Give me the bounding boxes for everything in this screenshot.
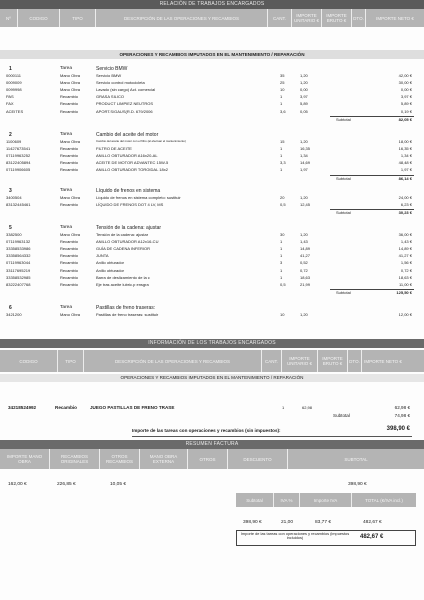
line-qty: 3 bbox=[280, 260, 283, 266]
line-code: 07119906605 bbox=[6, 167, 31, 173]
line-code: 83132445461 bbox=[6, 202, 31, 208]
line-qty: 10 bbox=[280, 312, 285, 317]
col2-qty: CANT. bbox=[262, 350, 282, 372]
line-code: 33117695219 bbox=[6, 267, 31, 273]
task-name: Servicio BMW bbox=[96, 65, 128, 72]
line-desc: Líquido de frenos en sistema completo: sustituir bbox=[96, 195, 181, 200]
task-type: Tarea bbox=[60, 225, 72, 230]
line-code: 0000111 bbox=[6, 73, 21, 78]
line-qty: 35 bbox=[280, 73, 285, 78]
line-desc: ANILLO OBTURADOR TOROIDAL 18x2 bbox=[96, 167, 168, 173]
line-type: Mano Obra bbox=[60, 73, 81, 78]
line-net: 16,35 € bbox=[398, 146, 412, 152]
line-net: 3,97 € bbox=[400, 94, 412, 100]
line-net: 0,72 € bbox=[400, 267, 412, 273]
line-qty: 15 bbox=[280, 139, 285, 144]
line-code: 0099998 bbox=[6, 87, 22, 93]
line-unit: 21,99 bbox=[300, 281, 311, 287]
line-type: Mano Obra bbox=[60, 80, 81, 86]
main-title: RELACIÓN DE TRABAJOS ENCARGADOS bbox=[0, 0, 424, 9]
line-type: Recambio bbox=[60, 94, 79, 100]
line-desc: Anillo obturador bbox=[96, 260, 125, 266]
line-code: 33358533986 bbox=[6, 246, 31, 252]
line-unit: 1,97 bbox=[300, 167, 308, 173]
line-desc: JUNTA bbox=[96, 253, 109, 259]
line-qty: 1 bbox=[280, 246, 283, 252]
line-net: 11,00 € bbox=[398, 281, 412, 287]
col2-desc: DESCRIPCIÓN DE LAS OPERACIONES Y RECAMBIOS bbox=[84, 350, 262, 372]
line-code: PAS bbox=[6, 94, 14, 100]
sum-val-0: 162,00 € bbox=[8, 482, 27, 487]
task-number: 6 bbox=[9, 305, 12, 311]
line-type: Mano Obra bbox=[60, 195, 81, 200]
line-qty: 30 bbox=[280, 232, 285, 237]
line-net: 1,56 € bbox=[400, 260, 412, 266]
line-unit: 5,89 bbox=[300, 101, 308, 107]
line-qty: 0,5 bbox=[280, 281, 286, 287]
line-unit: 1,20 bbox=[300, 80, 308, 86]
line-qty: 25 bbox=[280, 80, 285, 86]
subtotal-value: 82,05 € bbox=[398, 116, 412, 122]
col-gross: IMPORTE BRUTO € bbox=[322, 9, 352, 27]
tax-val-2: 83,77 € bbox=[315, 520, 332, 525]
line-type: Mano Obra bbox=[60, 312, 81, 317]
line-desc: Pastillas de freno traseras: sustituir bbox=[96, 312, 159, 317]
final-label: Importe de las tareas con operaciones y recambios (impuestos incluidos) bbox=[240, 531, 350, 541]
line-net: 36,00 € bbox=[398, 232, 412, 237]
line-unit: 1,20 bbox=[300, 312, 308, 317]
sum-col-5: DESCUENTO bbox=[228, 449, 288, 469]
col2-unit: IMPORTE UNITARIO € bbox=[282, 350, 318, 372]
subtotal-label: Subtotal bbox=[336, 289, 351, 295]
second-code: 34218524992 bbox=[8, 405, 37, 410]
line-code: 07119963044 bbox=[6, 260, 31, 266]
line-desc: PRODUCT LIMPIEZ NEUTROS bbox=[96, 101, 154, 107]
line-type: Recambio bbox=[60, 274, 79, 280]
summary-header bbox=[0, 449, 424, 469]
line-type: Recambio bbox=[60, 101, 79, 107]
line-net: 0,00 € bbox=[400, 87, 412, 93]
line-desc: Lavado (sin cargo) Act. comercial bbox=[96, 87, 156, 93]
line-unit: 1,20 bbox=[300, 139, 308, 144]
import-total-rule bbox=[132, 436, 412, 437]
line-qty: 3,3 bbox=[280, 160, 286, 166]
import-total-value: 398,90 € bbox=[386, 426, 410, 432]
line-qty: 1 bbox=[280, 94, 283, 100]
task-name: Pastillas de freno traseras: bbox=[96, 304, 156, 311]
task-type: Tarea bbox=[60, 132, 72, 137]
sum-val-1: 226,85 € bbox=[57, 482, 76, 487]
col-net: IMPORTE NETO € bbox=[376, 15, 414, 21]
line-type: Recambio bbox=[60, 153, 79, 159]
line-unit: 1,20 bbox=[300, 232, 308, 237]
line-qty: 10 bbox=[280, 87, 285, 93]
line-code: 07119963252 bbox=[6, 153, 31, 159]
task-number: 3 bbox=[9, 188, 12, 194]
second-subtotal-label: Subtotal bbox=[333, 413, 350, 418]
line-code: 3400504 bbox=[6, 195, 22, 200]
line-unit: 18,63 bbox=[300, 274, 311, 280]
line-code: 11427673541 bbox=[6, 146, 31, 152]
line-code: 0009009 bbox=[6, 80, 22, 86]
line-type: Recambio bbox=[60, 108, 79, 114]
line-code: 83122405894 bbox=[6, 160, 31, 166]
line-net: 14,89 € bbox=[398, 246, 412, 252]
line-desc: ANILLO OBTURADOR A16x20-AL bbox=[96, 153, 158, 159]
task-type: Tarea bbox=[60, 66, 72, 71]
tax-val-3: 482,67 € bbox=[363, 520, 382, 525]
line-type: Mano Obra bbox=[60, 87, 81, 93]
line-net: 18,00 € bbox=[398, 139, 412, 144]
task-type: Tarea bbox=[60, 305, 72, 310]
col2-gross: IMPORTE BRUTO € bbox=[318, 350, 348, 372]
line-unit: 1,20 bbox=[300, 73, 308, 78]
line-type: Recambio bbox=[60, 246, 79, 252]
line-desc: Anillo obturador bbox=[96, 267, 125, 273]
subtotal-value: 30,23 € bbox=[398, 210, 412, 216]
second-section-title: OPERACIONES Y RECAMBIOS IMPUTADOS EN EL MANTENIMIENTO / REPARACIÓN bbox=[0, 374, 424, 382]
line-net: 1,34 € bbox=[400, 153, 412, 159]
sum-col-1: RECAMBIOS ORIGINALES bbox=[50, 449, 100, 469]
line-qty: 1 bbox=[280, 153, 283, 159]
second-desc: JUEGO PASTILLAS DE FRENO TRASE bbox=[90, 405, 175, 410]
line-type: Recambio bbox=[60, 260, 79, 266]
tax-header bbox=[236, 493, 416, 507]
line-net: 1,97 € bbox=[400, 167, 412, 173]
line-unit: 16,35 bbox=[300, 146, 311, 152]
line-code: 1100609 bbox=[6, 139, 22, 144]
col-type: TIPO bbox=[60, 9, 96, 27]
second-type: Recambio bbox=[55, 405, 77, 410]
line-desc: LÍQUIDO DE FRENOS DOT 4 LV, MS bbox=[96, 202, 164, 208]
second-header bbox=[0, 350, 424, 372]
line-net: 48,48 € bbox=[398, 160, 412, 166]
line-type: Recambio bbox=[60, 239, 79, 245]
line-type: Mano Obra bbox=[60, 232, 81, 237]
tax-col-0: Subtotal bbox=[236, 493, 274, 507]
line-unit: 1,34 bbox=[300, 153, 308, 159]
col-qty: CANT. bbox=[268, 9, 292, 27]
line-desc: Servicio BMW bbox=[96, 73, 122, 78]
line-desc: Barra de deslizamiento de la c bbox=[96, 274, 150, 280]
line-desc: ACEITE DE MOTOR ADVANTEC 15W-5 bbox=[96, 160, 169, 166]
section-title: OPERACIONES Y RECAMBIOS IMPUTADOS EN EL MANTENIMIENTO / REPARACIÓN bbox=[0, 50, 424, 59]
col2-code: CODIGO bbox=[0, 350, 58, 372]
sum-col-3: MANO OBRA EXTERNA bbox=[140, 449, 188, 469]
line-desc: FILTRO DE ACEITE bbox=[96, 146, 132, 152]
line-type: Recambio bbox=[60, 281, 79, 287]
line-net: 41,27 € bbox=[398, 253, 412, 259]
line-net: 30,00 € bbox=[398, 80, 412, 86]
line-net: 42,00 € bbox=[398, 73, 412, 78]
line-code: 3382500 bbox=[6, 232, 22, 237]
line-type: Recambio bbox=[60, 146, 79, 152]
line-code: 3421200 bbox=[6, 312, 22, 317]
line-unit: 14,89 bbox=[300, 246, 311, 252]
line-desc: Cambio del aceite del motor con el filtro (al efectuar el mantenimiento) bbox=[96, 139, 186, 143]
line-qty: 1 bbox=[280, 274, 283, 280]
final-value: 482,67 € bbox=[360, 534, 384, 540]
sum-col-0: IMPORTE MANO OBRA bbox=[0, 449, 50, 469]
line-desc: GRASA SILICO bbox=[96, 94, 125, 100]
second-subtotal: 74,98 € bbox=[394, 413, 410, 418]
import-total-label: Importe de las tareas con operaciones y recambios (sin impuestos): bbox=[132, 428, 281, 433]
task-type: Tarea bbox=[60, 188, 72, 193]
tax-col-1: IVA % bbox=[274, 493, 300, 507]
sum-val-2: 10,05 € bbox=[110, 482, 127, 487]
line-net: 1,43 € bbox=[400, 239, 412, 245]
line-qty: 1 bbox=[280, 267, 283, 273]
task-number: 1 bbox=[9, 66, 12, 72]
summary-title: RESUMEN FACTURA bbox=[0, 440, 424, 449]
tax-col-2: Importe IVA bbox=[300, 493, 352, 507]
task-name: Tensión de la cadena: ajustar bbox=[96, 224, 162, 231]
line-desc: ANILLO OBTURADOR A12x16-CU bbox=[96, 239, 159, 245]
col-dto: DTO. bbox=[352, 9, 366, 27]
line-desc: Eje tras aceite lubric.p ensgra bbox=[96, 281, 149, 287]
line-code: 83222407768 bbox=[6, 281, 31, 287]
line-unit: 41,27 bbox=[300, 253, 311, 259]
line-net: 12,00 € bbox=[398, 312, 412, 317]
line-desc: Servicio control motocicleta bbox=[96, 80, 145, 86]
sum-col-2: OTROS RECAMBIOS bbox=[100, 449, 140, 469]
subtotal-label: Subtotal bbox=[336, 210, 351, 216]
line-unit: 1,43 bbox=[300, 239, 308, 245]
subtotal-value: 125,50 € bbox=[396, 289, 412, 295]
line-type: Recambio bbox=[60, 202, 79, 208]
line-net: 24,00 € bbox=[398, 195, 412, 200]
line-type: Recambio bbox=[60, 253, 79, 259]
line-unit: 0,52 bbox=[300, 260, 308, 266]
subtotal-value: 86,14 € bbox=[398, 175, 412, 181]
line-qty: 1 bbox=[280, 239, 283, 245]
line-desc: Tensión de la cadena: ajustar bbox=[96, 232, 149, 237]
line-code: 33358532985 bbox=[6, 274, 31, 280]
line-unit: 12,45 bbox=[300, 202, 311, 208]
line-unit: 0,05 bbox=[300, 108, 308, 114]
line-type: Recambio bbox=[60, 167, 79, 173]
line-net: 18,63 € bbox=[398, 274, 412, 280]
col-unit: IMPORTE UNITARIO € bbox=[292, 9, 322, 27]
table-header bbox=[0, 9, 424, 27]
line-qty: 1 bbox=[280, 167, 283, 173]
subtotal-label: Subtotal bbox=[336, 116, 351, 122]
line-unit: 1,20 bbox=[300, 195, 308, 200]
col-code: CODIGO bbox=[18, 9, 60, 27]
tax-val-1: 21,00 bbox=[281, 520, 294, 525]
line-net: 6,23 € bbox=[400, 202, 412, 208]
second-unit: 62,98 bbox=[302, 405, 313, 410]
task-number: 2 bbox=[9, 132, 12, 138]
line-code: FAX bbox=[6, 101, 14, 107]
sum-col-4: OTROS bbox=[188, 449, 228, 469]
second-title: INFORMACIÓN DE LOS TRABAJOS ENCARGADOS bbox=[0, 339, 424, 348]
col-num: Nº bbox=[0, 9, 18, 27]
line-unit: 3,97 bbox=[300, 94, 308, 100]
line-qty: 1 bbox=[280, 253, 283, 259]
second-qty: 1 bbox=[282, 405, 285, 410]
task-name: Líquido de frenos en sistema bbox=[96, 187, 161, 194]
line-type: Mano Obra bbox=[60, 139, 81, 144]
line-desc: APORT.S/GAUS(R.D. 679/2006 bbox=[96, 108, 153, 114]
col2-net: IMPORTE NETO € bbox=[364, 358, 402, 364]
second-net: 62,98 € bbox=[394, 405, 410, 410]
col2-type: TIPO bbox=[58, 350, 84, 372]
line-qty: 1 bbox=[280, 101, 283, 107]
line-unit: 0,00 bbox=[300, 87, 308, 93]
line-qty: 3,6 bbox=[280, 108, 286, 114]
line-unit: 0,72 bbox=[300, 267, 308, 273]
line-net: 0,19 € bbox=[400, 108, 412, 114]
tax-col-3: TOTAL (€/IVA incl.) bbox=[365, 497, 403, 503]
task-number: 5 bbox=[9, 225, 12, 231]
col2-dto: DTO. bbox=[348, 350, 362, 372]
line-type: Recambio bbox=[60, 267, 79, 273]
sum-col-6: SUBTOTAL bbox=[344, 456, 368, 462]
line-qty: 20 bbox=[280, 195, 285, 200]
line-code: ACEITES bbox=[6, 108, 24, 114]
subtotal-label: Subtotal bbox=[336, 175, 351, 181]
line-code: 07119963132 bbox=[6, 239, 31, 245]
col-desc: DESCRIPCIÓN DE LAS OPERACIONES Y RECAMBIOS bbox=[96, 9, 268, 27]
line-qty: 0,5 bbox=[280, 202, 286, 208]
line-desc: GUÍA DE CADENA INFERIOR bbox=[96, 246, 151, 252]
line-unit: 14,69 bbox=[300, 160, 311, 166]
sum-val-6: 398,90 € bbox=[348, 482, 367, 487]
tax-val-0: 398,90 € bbox=[243, 520, 262, 525]
line-code: 33358564332 bbox=[6, 253, 31, 259]
line-qty: 1 bbox=[280, 146, 283, 152]
task-name: Cambio del aceite del motor bbox=[96, 131, 159, 138]
line-net: 5,89 € bbox=[400, 101, 412, 107]
line-type: Recambio bbox=[60, 160, 79, 166]
